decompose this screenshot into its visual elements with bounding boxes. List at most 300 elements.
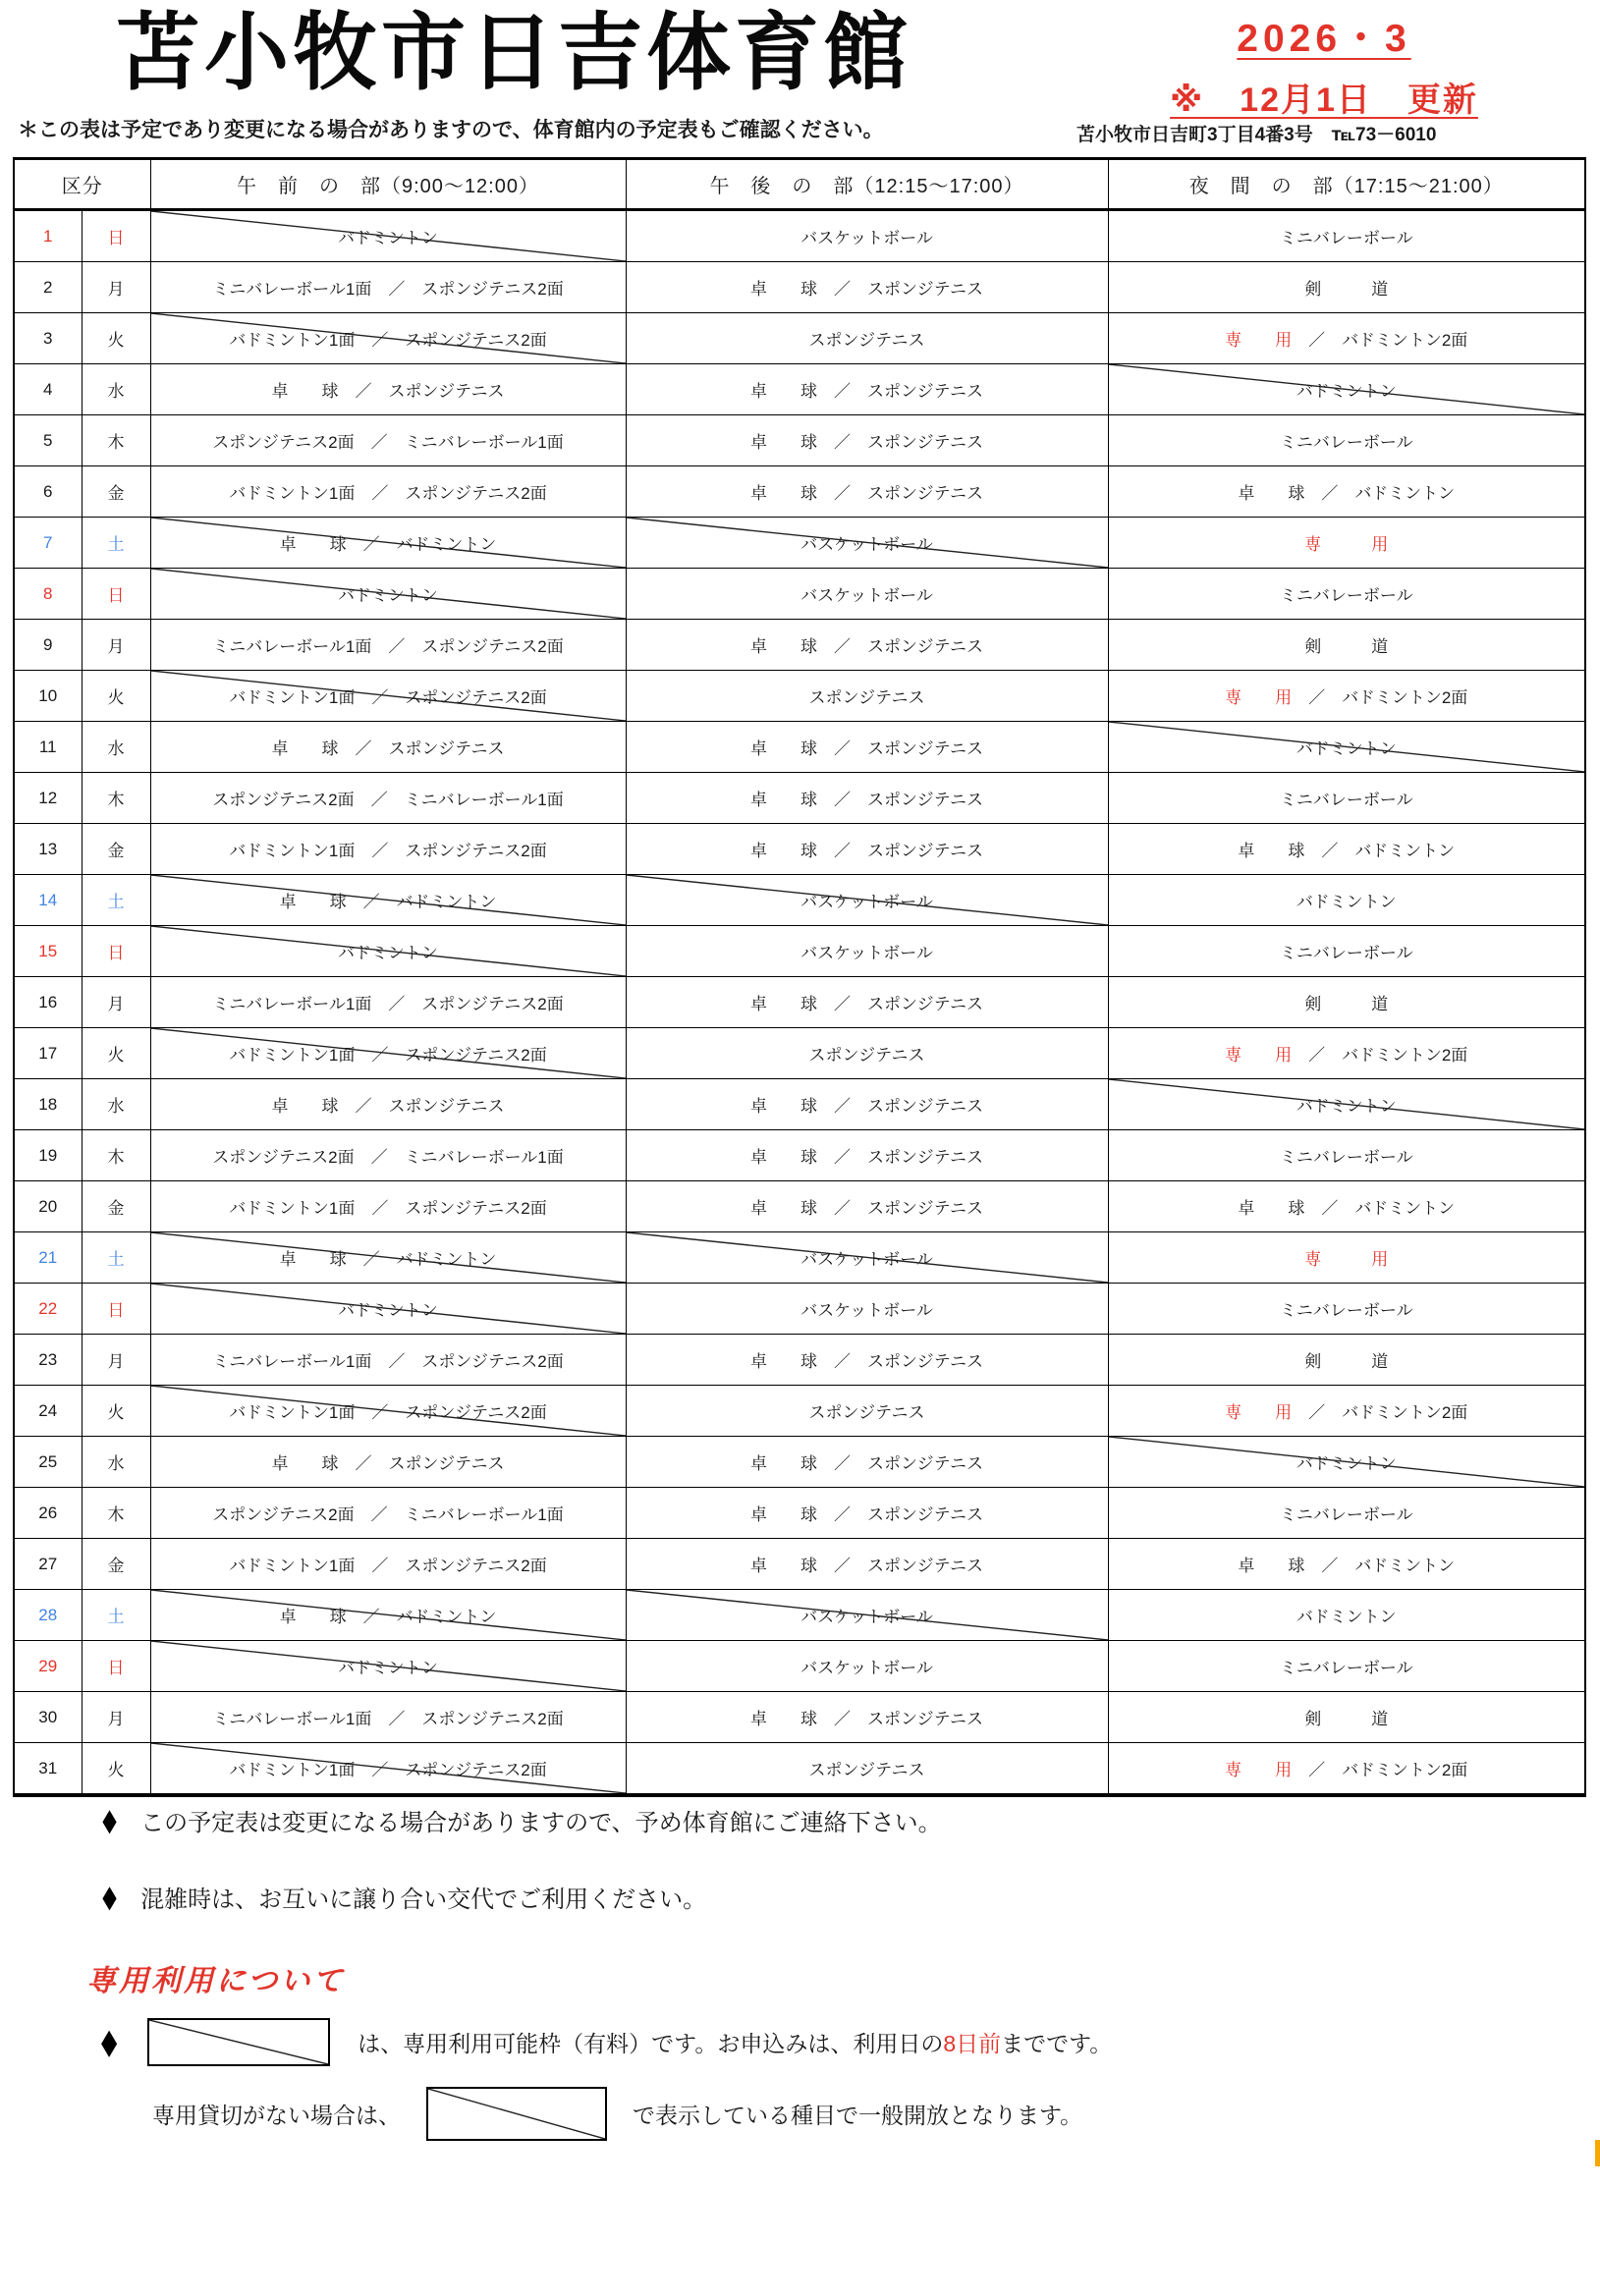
afternoon-cell (626, 1130, 1108, 1181)
weekday-label: 月 (82, 977, 150, 1028)
schedule-entry: 卓 球 ／ スポンジテニス (750, 1148, 983, 1167)
schedule-entry: ミニバレーボール1面 ／ スポンジテニス2面 (212, 995, 564, 1013)
schedule-entry: 卓 球 ／ スポンジテニス (750, 280, 983, 299)
day-number: 24 (14, 1386, 82, 1437)
evening-cell (1108, 1641, 1585, 1692)
morning-cell (150, 1028, 626, 1079)
schedule-entry: ミニバレーボール (1279, 1301, 1413, 1320)
schedule-entry: スポンジテニス2面 ／ ミニバレーボール1面 (212, 791, 564, 809)
day-number: 18 (14, 1079, 82, 1130)
schedule-entry: バドミントン (338, 1301, 438, 1320)
gym-address: 苫小牧市日吉町3丁目4番3号 ℡73－6010 (1076, 125, 1437, 145)
schedule-entry: バスケットボール (800, 893, 933, 911)
schedule-entry: 卓 球 ／ スポンジテニス (750, 637, 983, 656)
schedule-entry: バドミントン (338, 944, 438, 962)
day-number: 6 (14, 466, 82, 518)
weekday-label: 金 (82, 466, 150, 518)
weekday-label: 日 (82, 210, 150, 262)
schedule-entry: 卓 球 ／ スポンジテニス (750, 1505, 983, 1524)
column-header-morning: 午 前 の 部（9:00～12:00） (150, 159, 626, 210)
morning-cell (150, 722, 626, 773)
schedule-entry: バドミントン1面 ／ スポンジテニス2面 (229, 1199, 547, 1218)
schedule-row (14, 1437, 1585, 1488)
schedule-row (14, 875, 1585, 926)
day-number: 9 (14, 620, 82, 671)
day-number: 30 (14, 1692, 82, 1743)
afternoon-cell (626, 415, 1108, 466)
schedule-entry: 卓 球 ／ スポンジテニス (750, 433, 983, 452)
legend-1-post: までです。 (1001, 2030, 1113, 2056)
schedule-entry: 卓 球 ／ バドミントン (279, 535, 497, 554)
schedule-row (14, 1028, 1585, 1079)
afternoon-cell (626, 364, 1108, 415)
day-number: 31 (14, 1743, 82, 1796)
morning-cell (150, 210, 626, 262)
update-date-label: ※ 12月1日 更新 (1170, 82, 1478, 119)
page-edge-marker (1595, 2140, 1600, 2166)
schedule-entry: 卓 球 ／ スポンジテニス (271, 1097, 505, 1116)
schedule-row (14, 415, 1585, 466)
morning-cell (150, 875, 626, 926)
morning-cell (150, 364, 626, 415)
schedule-row (14, 569, 1585, 620)
date-update-block (1098, 8, 1550, 121)
schedule-row (14, 1743, 1585, 1796)
day-number: 19 (14, 1130, 82, 1181)
column-header-evening: 夜 間 の 部（17:15～21:00） (1108, 159, 1585, 210)
morning-cell (150, 1743, 626, 1796)
private-use-heading: 専用利用について (86, 1965, 346, 1997)
schedule-entry: バドミントン1面 ／ スポンジテニス2面 (229, 842, 547, 860)
schedule-entry: スポンジテニス (808, 1761, 925, 1779)
day-number: 1 (14, 210, 82, 262)
day-number: 12 (14, 773, 82, 824)
schedule-entry: バドミントン (1296, 893, 1397, 911)
schedule-row (14, 1232, 1585, 1284)
day-number: 14 (14, 875, 82, 926)
evening-cell (1108, 415, 1585, 466)
schedule-entry: バスケットボール (800, 586, 933, 605)
afternoon-cell (626, 926, 1108, 977)
schedule-entry: バスケットボール (800, 944, 933, 962)
schedule-entry: 卓 球 ／ スポンジテニス (750, 739, 983, 758)
schedule-row (14, 210, 1585, 262)
afternoon-cell (626, 1641, 1108, 1692)
schedule-entry: バスケットボール (800, 229, 933, 247)
morning-cell (150, 1232, 626, 1284)
schedule-entry: スポンジテニス (808, 688, 925, 707)
morning-cell (150, 1437, 626, 1488)
schedule-row (14, 364, 1585, 415)
schedule-entry: バドミントン (338, 586, 438, 605)
weekday-label: 土 (82, 1232, 150, 1284)
private-use-legend-1 (96, 2017, 1112, 2066)
schedule-month-label: 2026・3 (1237, 18, 1411, 60)
schedule-entry: ／ バドミントン2面 (1292, 331, 1468, 350)
legend-2-pre: 専用貸切がない場合は、 (152, 2102, 401, 2128)
day-number: 11 (14, 722, 82, 773)
evening-cell (1108, 518, 1585, 569)
weekday-label: 水 (82, 722, 150, 773)
schedule-entry: バドミントン (1296, 739, 1397, 758)
weekday-label: 木 (82, 1130, 150, 1181)
schedule-row (14, 1488, 1585, 1539)
schedule-entry: バドミントン1面 ／ スポンジテニス2面 (229, 1557, 547, 1575)
diamond-bullet-icon: ◆ (102, 1802, 117, 1837)
schedule-row (14, 518, 1585, 569)
afternoon-cell (626, 466, 1108, 518)
evening-cell (1108, 1284, 1585, 1335)
schedule-entry: 卓 球 ／ スポンジテニス (750, 995, 983, 1013)
day-number: 16 (14, 977, 82, 1028)
diamond-bullet-icon: ◆ (100, 2022, 118, 2061)
weekday-label: 水 (82, 1079, 150, 1130)
evening-cell (1108, 1130, 1585, 1181)
schedule-row (14, 620, 1585, 671)
morning-cell (150, 977, 626, 1028)
weekday-label: 金 (82, 1539, 150, 1590)
morning-cell (150, 1079, 626, 1130)
weekday-label: 日 (82, 926, 150, 977)
afternoon-cell (626, 1335, 1108, 1386)
legend-1-text (358, 2026, 1112, 2058)
evening-cell (1108, 977, 1585, 1028)
schedule-entry: 卓 球 ／ スポンジテニス (750, 1557, 983, 1575)
schedule-entry: ミニバレーボール1面 ／ スポンジテニス2面 (212, 1352, 564, 1371)
weekday-label: 金 (82, 824, 150, 875)
morning-cell (150, 569, 626, 620)
schedule-entry: バドミントン (1296, 1608, 1397, 1626)
evening-cell (1108, 313, 1585, 364)
schedule-row (14, 1641, 1585, 1692)
schedule-row (14, 1692, 1585, 1743)
afternoon-cell (626, 1692, 1108, 1743)
schedule-entry: バスケットボール (800, 535, 933, 554)
schedule-entry: バドミントン (338, 229, 438, 247)
column-header-kubun: 区分 (14, 159, 150, 210)
evening-cell (1108, 1335, 1585, 1386)
column-header-afternoon: 午 後 の 部（12:15～17:00） (626, 159, 1108, 210)
afternoon-cell (626, 1232, 1108, 1284)
schedule-entry: バドミントン1面 ／ スポンジテニス2面 (229, 1046, 547, 1065)
day-number: 28 (14, 1590, 82, 1641)
schedule-entry: 剣 道 (1304, 1352, 1389, 1371)
morning-cell (150, 620, 626, 671)
schedule-entry: 専 用 (1304, 1250, 1389, 1269)
day-number: 7 (14, 518, 82, 569)
evening-cell (1108, 620, 1585, 671)
schedule-entry: 専 用 (1225, 1761, 1293, 1779)
schedule-entry: 卓 球 ／ バドミントン (279, 1250, 497, 1269)
schedule-entry: 卓 球 ／ バドミントン (279, 1608, 497, 1626)
morning-cell (150, 262, 626, 313)
morning-cell (150, 1590, 626, 1641)
schedule-entry: ミニバレーボール1面 ／ スポンジテニス2面 (212, 1710, 564, 1728)
morning-cell (150, 1641, 626, 1692)
day-number: 17 (14, 1028, 82, 1079)
schedule-entry: バスケットボール (800, 1301, 933, 1320)
weekday-label: 水 (82, 1437, 150, 1488)
schedule-entry: ミニバレーボール (1279, 791, 1413, 809)
morning-cell (150, 1539, 626, 1590)
day-number: 5 (14, 415, 82, 466)
afternoon-cell (626, 313, 1108, 364)
day-number: 20 (14, 1181, 82, 1232)
schedule-entry: 卓 球 ／ スポンジテニス (271, 1454, 505, 1473)
weekday-label: 日 (82, 569, 150, 620)
schedule-row (14, 1590, 1585, 1641)
weekday-label: 木 (82, 773, 150, 824)
reserved-slot-legend-box (426, 2087, 607, 2141)
page-title: 苫小牧市日吉体育館 (116, 6, 911, 100)
schedule-entry: 卓 球 ／ バドミントン (279, 893, 497, 911)
schedule-entry: バドミントン (1296, 382, 1397, 401)
schedule-entry: 剣 道 (1304, 1710, 1389, 1728)
evening-cell (1108, 364, 1585, 415)
schedule-entry: 卓 球 ／ バドミントン (1238, 1557, 1456, 1575)
schedule-entry: バドミントン (1296, 1454, 1397, 1473)
day-number: 22 (14, 1284, 82, 1335)
evening-cell (1108, 926, 1585, 977)
schedule-entry: バドミントン1面 ／ スポンジテニス2面 (229, 331, 547, 350)
schedule-row (14, 926, 1585, 977)
schedule-entry: 卓 球 ／ スポンジテニス (750, 1199, 983, 1218)
afternoon-cell (626, 210, 1108, 262)
evening-cell (1108, 1028, 1585, 1079)
evening-cell (1108, 671, 1585, 722)
schedule-entry: ミニバレーボール1面 ／ スポンジテニス2面 (212, 280, 564, 299)
legend-2-post: で表示している種目で一般開放となります。 (633, 2102, 1083, 2128)
schedule-entry: ミニバレーボール (1279, 586, 1413, 605)
evening-cell (1108, 1743, 1585, 1796)
schedule-entry: スポンジテニス2面 ／ ミニバレーボール1面 (212, 433, 564, 452)
schedule-row (14, 1335, 1585, 1386)
schedule-entry: バドミントン1面 ／ スポンジテニス2面 (229, 1403, 547, 1422)
afternoon-cell (626, 875, 1108, 926)
weekday-label: 金 (82, 1181, 150, 1232)
day-number: 29 (14, 1641, 82, 1692)
afternoon-cell (626, 1386, 1108, 1437)
legend-1-deadline: 8日前 (943, 2030, 1002, 2056)
afternoon-cell (626, 569, 1108, 620)
evening-cell (1108, 1181, 1585, 1232)
evening-cell (1108, 1488, 1585, 1539)
morning-cell (150, 1335, 626, 1386)
schedule-entry: 卓 球 ／ スポンジテニス (750, 484, 983, 503)
schedule-entry: バスケットボール (800, 1250, 933, 1269)
schedule-entry: 卓 球 ／ スポンジテニス (750, 791, 983, 809)
morning-cell (150, 1488, 626, 1539)
schedule-row (14, 1130, 1585, 1181)
morning-cell (150, 824, 626, 875)
day-number: 3 (14, 313, 82, 364)
schedule-entry: バドミントン (1296, 1097, 1397, 1116)
day-number: 21 (14, 1232, 82, 1284)
schedule-row (14, 1386, 1585, 1437)
evening-cell (1108, 824, 1585, 875)
day-number: 10 (14, 671, 82, 722)
schedule-entry: バドミントン1面 ／ スポンジテニス2面 (229, 1761, 547, 1779)
schedule-entry: 専 用 (1304, 535, 1389, 554)
schedule-row (14, 1079, 1585, 1130)
afternoon-cell (626, 977, 1108, 1028)
afternoon-cell (626, 1028, 1108, 1079)
morning-cell (150, 466, 626, 518)
morning-cell (150, 415, 626, 466)
schedule-entry: 卓 球 ／ スポンジテニス (750, 382, 983, 401)
day-number: 13 (14, 824, 82, 875)
morning-cell (150, 1181, 626, 1232)
day-number: 2 (14, 262, 82, 313)
schedule-row (14, 773, 1585, 824)
schedule-entry: バドミントン1面 ／ スポンジテニス2面 (229, 688, 547, 707)
evening-cell (1108, 262, 1585, 313)
weekday-label: 木 (82, 415, 150, 466)
schedule-entry: ／ バドミントン2面 (1292, 688, 1468, 707)
schedule-entry: 卓 球 ／ スポンジテニス (750, 1352, 983, 1371)
schedule-body (14, 210, 1585, 1796)
afternoon-cell (626, 1079, 1108, 1130)
notice-2 (98, 1880, 706, 1914)
schedule-entry: スポンジテニス2面 ／ ミニバレーボール1面 (212, 1148, 564, 1167)
evening-cell (1108, 1590, 1585, 1641)
schedule-entry: 専 用 (1225, 1403, 1293, 1422)
weekday-label: 月 (82, 1335, 150, 1386)
schedule-entry: バドミントン (338, 1659, 438, 1677)
evening-cell (1108, 722, 1585, 773)
weekday-label: 火 (82, 1386, 150, 1437)
afternoon-cell (626, 1590, 1108, 1641)
schedule-entry: 卓 球 ／ バドミントン (1238, 842, 1456, 860)
schedule-header (14, 159, 1585, 210)
schedule-entry: 卓 球 ／ スポンジテニス (750, 1454, 983, 1473)
schedule-entry: 剣 道 (1304, 637, 1389, 656)
schedule-entry: ミニバレーボール (1279, 1148, 1413, 1167)
weekday-label: 火 (82, 671, 150, 722)
morning-cell (150, 1692, 626, 1743)
morning-cell (150, 518, 626, 569)
morning-cell (150, 926, 626, 977)
schedule-row (14, 262, 1585, 313)
schedule-entry: ミニバレーボール1面 ／ スポンジテニス2面 (212, 637, 564, 656)
morning-cell (150, 1130, 626, 1181)
schedule-table (13, 157, 1586, 1797)
evening-cell (1108, 466, 1585, 518)
schedule-entry: スポンジテニス (808, 1403, 925, 1422)
schedule-entry: 卓 球 ／ スポンジテニス (750, 842, 983, 860)
afternoon-cell (626, 1284, 1108, 1335)
schedule-entry: 卓 球 ／ バドミントン (1238, 1199, 1456, 1218)
schedule-row (14, 1284, 1585, 1335)
schedule-row (14, 824, 1585, 875)
schedule-header-row (14, 159, 1585, 210)
schedule-row (14, 671, 1585, 722)
evening-cell (1108, 1079, 1585, 1130)
schedule-entry: ミニバレーボール (1279, 1505, 1413, 1524)
schedule-entry: ミニバレーボール (1279, 433, 1413, 452)
legend-1-pre: は、専用利用可能枠（有料）です。お申込みは、利用日の (358, 2030, 944, 2056)
evening-cell (1108, 875, 1585, 926)
afternoon-cell (626, 1539, 1108, 1590)
evening-cell (1108, 569, 1585, 620)
schedule-row (14, 977, 1585, 1028)
schedule-entry: ミニバレーボール (1279, 229, 1413, 247)
afternoon-cell (626, 1181, 1108, 1232)
schedule-entry: 卓 球 ／ バドミントン (1238, 484, 1456, 503)
schedule-entry: スポンジテニス (808, 331, 925, 350)
day-number: 4 (14, 364, 82, 415)
schedule-entry: 卓 球 ／ スポンジテニス (750, 1710, 983, 1728)
weekday-label: 火 (82, 1028, 150, 1079)
evening-cell (1108, 1232, 1585, 1284)
weekday-label: 火 (82, 313, 150, 364)
schedule-entry: ／ バドミントン2面 (1292, 1046, 1468, 1065)
reserved-slot-legend-box (147, 2018, 330, 2066)
notice-1 (98, 1803, 942, 1837)
afternoon-cell (626, 773, 1108, 824)
schedule-entry: スポンジテニス (808, 1046, 925, 1065)
morning-cell (150, 773, 626, 824)
schedule-row (14, 313, 1585, 364)
schedule-entry: ミニバレーボール (1279, 1659, 1413, 1677)
weekday-label: 月 (82, 1692, 150, 1743)
day-number: 25 (14, 1437, 82, 1488)
schedule-entry: バスケットボール (800, 1659, 933, 1677)
weekday-label: 月 (82, 620, 150, 671)
weekday-label: 日 (82, 1641, 150, 1692)
day-number: 23 (14, 1335, 82, 1386)
afternoon-cell (626, 1488, 1108, 1539)
afternoon-cell (626, 1743, 1108, 1796)
evening-cell (1108, 210, 1585, 262)
private-use-legend-2 (152, 2086, 1082, 2141)
afternoon-cell (626, 262, 1108, 313)
diagonal-line-icon (149, 2020, 328, 2064)
weekday-label: 土 (82, 518, 150, 569)
morning-cell (150, 671, 626, 722)
day-number: 26 (14, 1488, 82, 1539)
diamond-bullet-icon: ◆ (102, 1879, 117, 1914)
schedule-entry: ／ バドミントン2面 (1292, 1403, 1468, 1422)
weekday-label: 木 (82, 1488, 150, 1539)
morning-cell (150, 1284, 626, 1335)
weekday-label: 土 (82, 1590, 150, 1641)
day-number: 27 (14, 1539, 82, 1590)
morning-cell (150, 1386, 626, 1437)
schedule-entry: 専 用 (1225, 688, 1293, 707)
afternoon-cell (626, 1437, 1108, 1488)
schedule-entry: 卓 球 ／ スポンジテニス (271, 739, 505, 758)
afternoon-cell (626, 671, 1108, 722)
evening-cell (1108, 773, 1585, 824)
schedule-row (14, 1539, 1585, 1590)
schedule-entry: 専 用 (1225, 1046, 1293, 1065)
schedule-entry: 専 用 (1225, 331, 1293, 350)
schedule-entry: 卓 球 ／ スポンジテニス (750, 1097, 983, 1116)
weekday-label: 月 (82, 262, 150, 313)
schedule-entry: 剣 道 (1304, 995, 1389, 1013)
schedule-entry: バスケットボール (800, 1608, 933, 1626)
evening-cell (1108, 1692, 1585, 1743)
schedule-row (14, 722, 1585, 773)
weekday-label: 日 (82, 1284, 150, 1335)
evening-cell (1108, 1437, 1585, 1488)
morning-cell (150, 313, 626, 364)
schedule-entry: ミニバレーボール (1279, 944, 1413, 962)
schedule-row (14, 1181, 1585, 1232)
afternoon-cell (626, 824, 1108, 875)
notice-2-text: 混雑時は、お互いに譲り合い交代でご利用ください。 (140, 1886, 707, 1913)
